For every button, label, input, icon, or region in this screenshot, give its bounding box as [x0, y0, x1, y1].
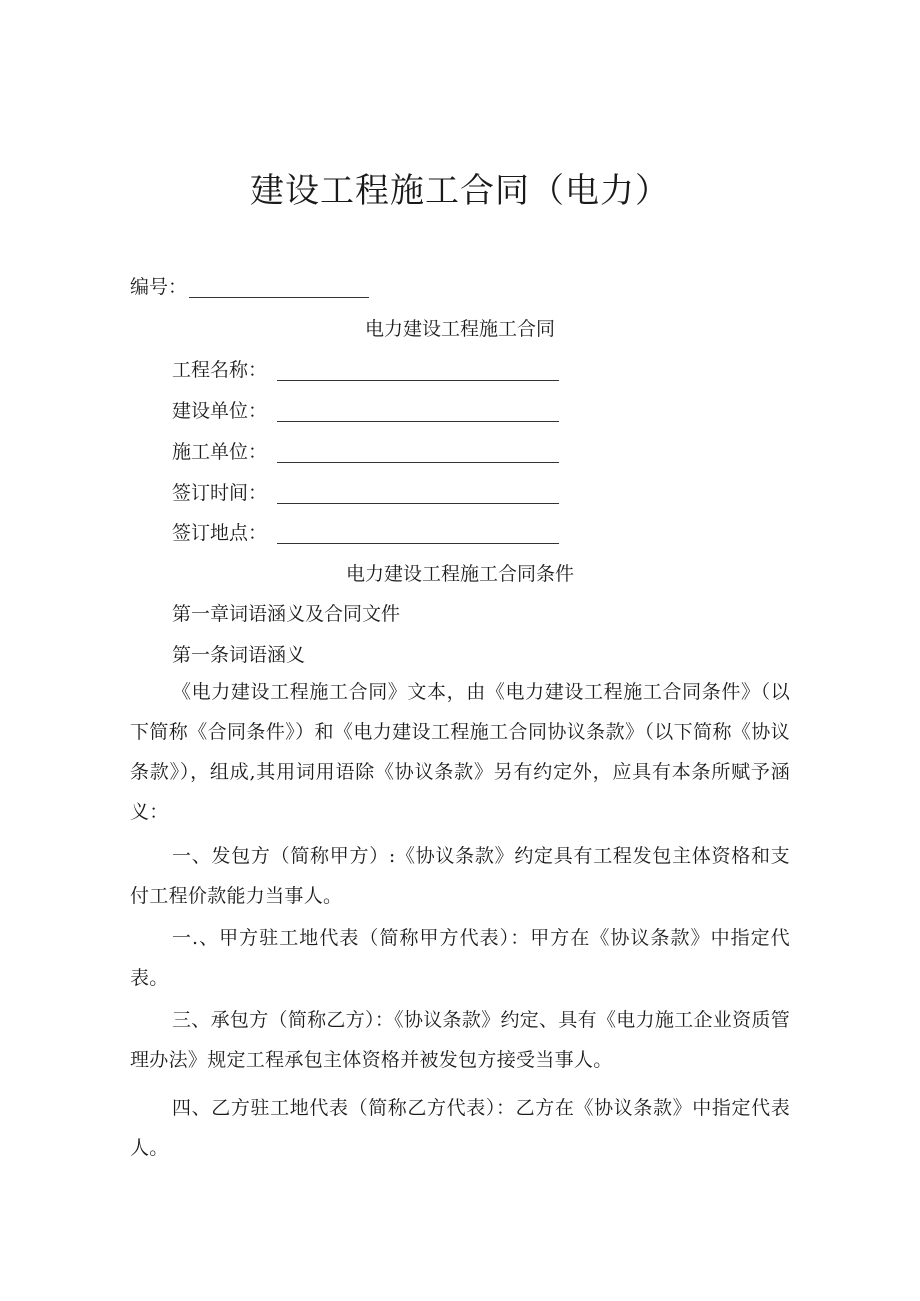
serial-number-line — [130, 272, 369, 299]
article-heading: 第一条词语涵义 — [172, 644, 306, 666]
field-blank — [277, 525, 559, 544]
field-signing-date — [172, 478, 559, 505]
serial-number-label: 编号： — [130, 276, 188, 298]
serial-number-blank — [189, 279, 369, 298]
field-contractor-unit — [172, 437, 559, 464]
field-blank — [277, 362, 559, 381]
cover-heading: 电力建设工程施工合同 — [364, 318, 555, 340]
field-blank — [277, 403, 559, 422]
paragraph-clause-1: 一、发包方（简称甲方）:《协议条款》约定具有工程发包主体资格和支付工程价款能力当事人。 — [130, 845, 790, 907]
field-project-name — [172, 355, 559, 382]
field-blank — [277, 485, 559, 504]
field-signing-place — [172, 518, 559, 545]
field-label: 施工单位： — [172, 441, 268, 463]
field-label: 签订地点： — [172, 522, 268, 544]
paragraph-clause-3: 三、承包方（简称乙方）：《协议条款》约定、具有《电力施工企业资质管理办法》规定工程承包主体资格并被发包方接受当事人。 — [130, 1009, 790, 1071]
field-label: 签订时间： — [172, 482, 268, 504]
field-label: 建设单位： — [172, 400, 268, 422]
field-construction-unit — [172, 396, 559, 423]
field-blank — [277, 444, 559, 463]
field-label: 工程名称： — [172, 359, 268, 381]
document-title: 建设工程施工合同（电力） — [250, 171, 670, 211]
conditions-heading: 电力建设工程施工合同条件 — [345, 563, 574, 585]
chapter-heading: 第一章词语涵义及合同文件 — [172, 603, 401, 625]
paragraph-clause-2: 一.、甲方驻工地代表（简称甲方代表）：甲方在《协议条款》中指定代表。 — [130, 927, 790, 989]
paragraph-intro: 《电力建设工程施工合同》文本，由《电力建设工程施工合同条件》（以下简称《合同条件》）和《电力建设工程施工合同协议条款》（以下简称《协议条款》），组成,其用词用语除《协议条款》另有约定外，应具有本条所赋予涵义： — [130, 681, 790, 823]
paragraph-clause-4: 四、乙方驻工地代表（简称乙方代表）：乙方在《协议条款》中指定代表人。 — [130, 1097, 790, 1159]
